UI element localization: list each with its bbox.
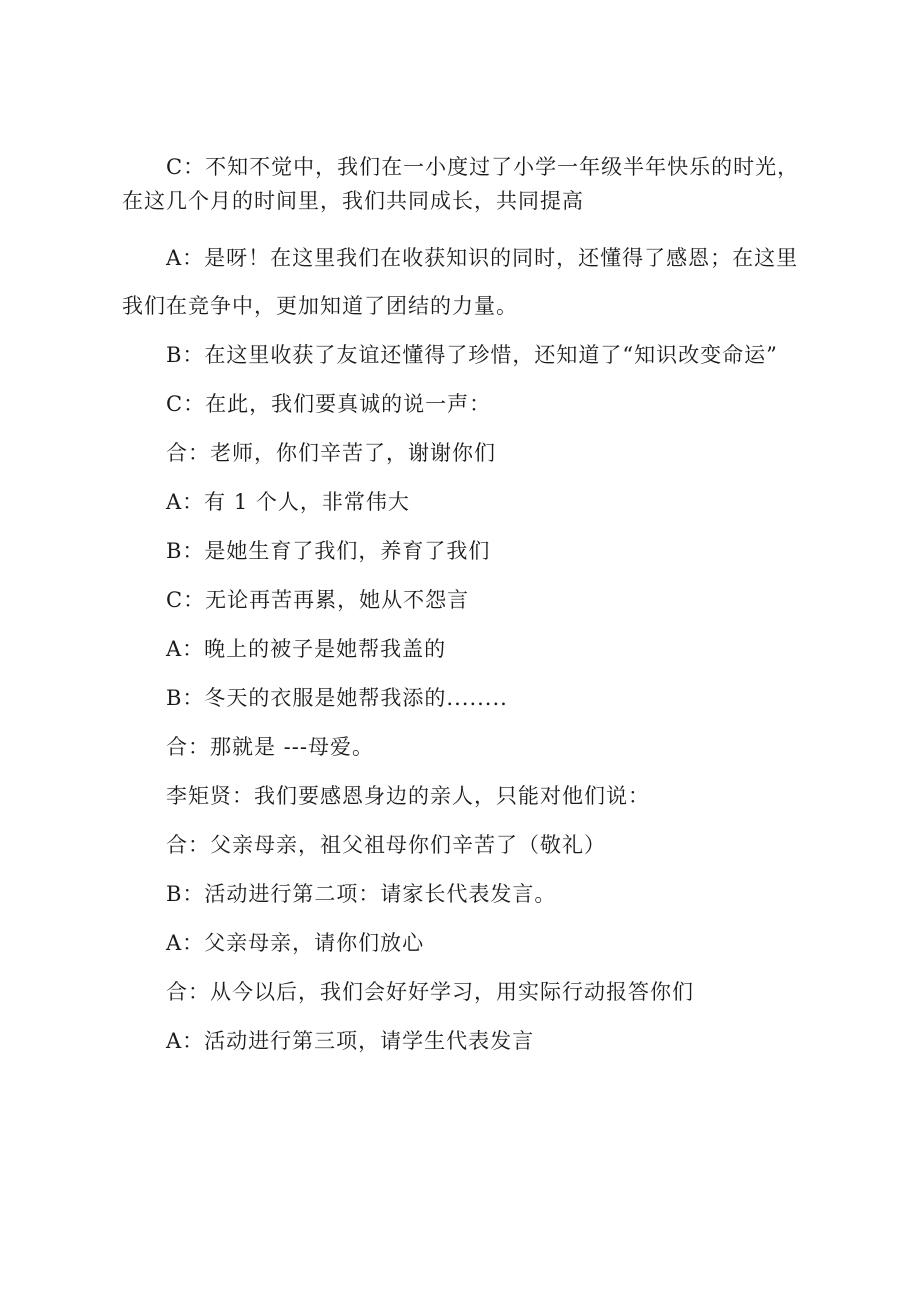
paragraph: 合：那就是 ---母爱。 [166,735,374,759]
paragraph: C：无论再苦再累，她从不怨言 [166,588,470,612]
paragraph: 李矩贤：我们要感恩身边的亲人，只能对他们说： [166,784,650,808]
paragraph: A：是呀！在这里我们在收获知识的同时，还懂得了感恩；在这里我们在竞争中，更加知道了团结的力量。 [122,246,799,318]
paragraph: B：在这里收获了友谊还懂得了珍惜，还知道了“知识改变命运” [166,343,778,367]
document-body [122,150,812,1066]
paragraph: A：晚上的被子是她帮我盖的 [166,637,447,661]
paragraph: C：不知不觉中，我们在一小度过了小学一年级半年快乐的时光，在这几个月的时间里，我们共同成长，共同提高 [122,155,800,213]
paragraph: 合：老师，你们辛苦了，谢谢你们 [166,441,496,465]
paragraph: A：活动进行第三项，请学生代表发言 [166,1029,535,1053]
paragraph: 合：从今以后，我们会好好学习，用实际行动报答你们 [166,980,694,1004]
paragraph: A：有 1 个人，非常伟大 [166,490,410,514]
paragraph: B：冬天的衣服是她帮我添的........ [166,686,508,710]
paragraph: 合：父亲母亲，祖父祖母你们辛苦了（敬礼） [166,833,606,857]
paragraph: B：活动进行第二项：请家长代表发言。 [166,882,557,906]
paragraph: B：是她生育了我们，养育了我们 [166,539,491,563]
paragraph: A：父亲母亲，请你们放心 [166,931,425,955]
paragraph: C：在此，我们要真诚的说一声： [166,392,492,416]
